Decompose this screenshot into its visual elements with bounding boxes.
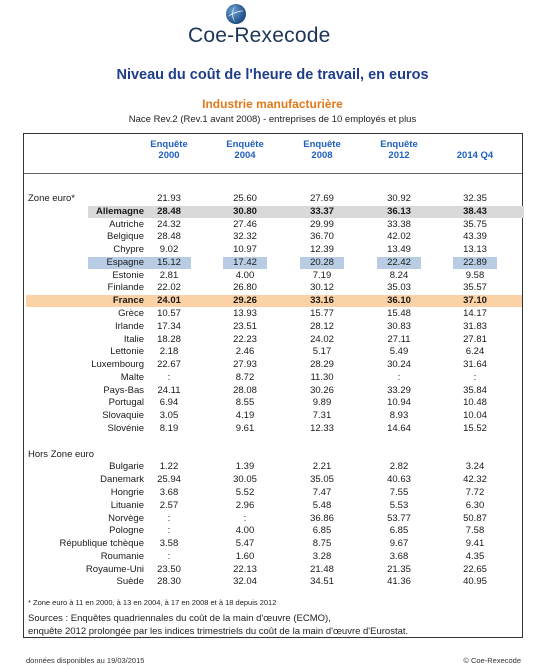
table-cell: 3.68	[389, 550, 409, 562]
table-cell: 8.19	[159, 423, 179, 435]
table-cell: 25.60	[233, 193, 257, 204]
table-cell: 3.28	[312, 550, 332, 562]
table-cell: 22.02	[157, 282, 181, 294]
table-cell: 30.05	[233, 474, 257, 486]
table-cell: 22.13	[233, 563, 257, 575]
table-cell: 5.17	[312, 346, 332, 358]
table-cell: 30.80	[233, 205, 257, 217]
table-cell: 9.41	[465, 538, 485, 550]
column-header-line-2: 2014 Q4	[456, 150, 494, 161]
table-cell: 31.64	[463, 359, 487, 371]
column-header-line-1: Enquête	[303, 139, 341, 150]
table-cell: 10.97	[233, 244, 257, 256]
table-cell: 23.51	[233, 320, 257, 332]
row-label: Allemagne	[95, 205, 144, 217]
table-cell: 7.31	[312, 410, 332, 422]
table-cell: :	[167, 550, 171, 562]
column-header-line-1: Enquête	[380, 139, 418, 150]
row-label: République tchèque	[59, 538, 144, 550]
table-cell: 15.77	[310, 308, 334, 320]
table-cell: 36.70	[310, 231, 334, 243]
table-row	[24, 576, 522, 588]
table-cell: 3.24	[465, 461, 485, 473]
table-cell: 6.30	[465, 499, 485, 511]
table-cell: 10.04	[463, 410, 487, 422]
table-row	[24, 270, 522, 282]
table-row	[24, 385, 522, 397]
table-cell: 13.93	[233, 308, 257, 320]
table-cell: 22.65	[463, 563, 487, 575]
table-cell: 6.85	[312, 525, 332, 537]
table-cell: 37.10	[463, 295, 487, 307]
table-cell: 33.16	[310, 295, 334, 307]
table-cell: 33.38	[387, 218, 411, 230]
table-cell: 1.39	[235, 461, 255, 473]
table-cell: 9.58	[465, 269, 485, 281]
row-label: Zone euro*	[28, 193, 76, 204]
table-cell: 21.93	[157, 193, 181, 204]
table-row	[24, 423, 522, 435]
table-cell: 27.69	[310, 193, 334, 204]
table-cell: 29.99	[310, 218, 334, 230]
footnote: * Zone euro à 11 en 2000, à 13 en 2004, à 17 en 2008 et à 18 depuis 2012	[28, 598, 277, 607]
table-cell: :	[167, 371, 171, 383]
table-cell: 35.05	[310, 474, 334, 486]
table-cell: 2.81	[159, 269, 179, 281]
table-cell: 8.55	[235, 397, 255, 409]
row-label: Pologne	[109, 525, 144, 537]
table-cell: 36.13	[387, 205, 411, 217]
row-label: Grèce	[118, 308, 144, 320]
row-label: Hors Zone euro	[28, 448, 95, 460]
table-cell: 33.37	[310, 205, 334, 217]
table-cell: 15.12	[157, 256, 181, 268]
table-cell: 35.84	[463, 384, 487, 396]
table-cell: 41.36	[387, 576, 411, 588]
table-cell: 50.87	[463, 512, 487, 524]
table-cell: 26.80	[233, 282, 257, 294]
table-cell: 31.83	[463, 320, 487, 332]
table-cell: 27.11	[387, 333, 411, 345]
table-row	[24, 487, 522, 499]
table-row	[24, 231, 522, 243]
table-cell: 6.85	[389, 525, 409, 537]
table-cell: 4.00	[235, 525, 255, 537]
row-label: Belgique	[107, 231, 144, 243]
table-cell: 22.89	[463, 256, 487, 268]
table-cell: 12.39	[310, 244, 334, 256]
row-label: Slovaquie	[102, 410, 144, 422]
table-row	[24, 449, 522, 461]
table-cell: 24.11	[157, 384, 181, 396]
table-cell: 29.26	[233, 295, 257, 307]
header-divider	[24, 173, 522, 174]
table-cell: 5.49	[389, 346, 409, 358]
table-cell: 14.64	[387, 423, 411, 435]
table-cell: 2.18	[159, 346, 179, 358]
table-cell: 9.89	[312, 397, 332, 409]
table-cell: 10.57	[157, 308, 181, 320]
table-cell: 38.43	[463, 205, 487, 217]
table-cell: 2.57	[159, 499, 179, 511]
table-cell	[134, 449, 204, 461]
row-label: Hongrie	[110, 486, 144, 498]
row-label: Danemark	[100, 474, 144, 486]
table-cell: 24.32	[157, 218, 181, 230]
sources-line-2: enquête 2012 prolongée par les indices trimestriels du coût de la main d'œuvre d'Eurostat.	[28, 625, 409, 637]
table-row	[24, 308, 522, 320]
table-cell: 7.19	[312, 269, 332, 281]
globe-icon	[226, 4, 246, 24]
row-label: Lettonie	[110, 346, 144, 358]
table-cell: 53.77	[387, 512, 411, 524]
column-header-line-2: 2012	[388, 150, 410, 161]
table-cell: :	[167, 525, 171, 537]
table-cell: 25.94	[157, 474, 181, 486]
row-label: Royaume-Uni	[85, 563, 144, 575]
table-cell: 8.75	[312, 538, 332, 550]
table-cell: 2.82	[389, 461, 409, 473]
data-availability-date: données disponibles au 19/03/2015	[26, 656, 145, 665]
table-row	[24, 257, 522, 269]
table-cell: 33.29	[387, 384, 411, 396]
table-row	[24, 295, 522, 307]
table-cell: 36.86	[310, 512, 334, 524]
table-cell: 32.04	[233, 576, 257, 588]
column-header-line-1: Enquête	[226, 139, 264, 150]
table-cell: 27.46	[233, 218, 257, 230]
table-cell: 34.51	[310, 576, 334, 588]
row-label: Portugal	[108, 397, 144, 409]
coe-rexecode-logo	[188, 4, 388, 52]
table-cell: 7.58	[465, 525, 485, 537]
table-cell: 27.81	[463, 333, 487, 345]
table-cell: 3.05	[159, 410, 179, 422]
table-cell: 35.75	[463, 218, 487, 230]
table-cell: 3.58	[159, 538, 179, 550]
table-row	[24, 513, 522, 525]
table-cell: 18.28	[157, 333, 181, 345]
table-cell: 6.24	[465, 346, 485, 358]
table-cell: 43.39	[463, 231, 487, 243]
table-row	[24, 282, 522, 294]
table-cell: 5.53	[389, 499, 409, 511]
table-cell: 17.34	[157, 320, 181, 332]
table-cell: 4.00	[235, 269, 255, 281]
table-cell: 5.48	[312, 499, 332, 511]
row-label: Pays-Bas	[103, 384, 144, 396]
table-cell: 30.26	[310, 384, 334, 396]
table-cell: 24.01	[157, 295, 181, 307]
table-row	[24, 244, 522, 256]
row-label: Roumanie	[100, 550, 144, 562]
table-cell: 30.24	[387, 359, 411, 371]
table-cell: 20.28	[310, 256, 334, 268]
table-row	[24, 500, 522, 512]
table-row	[24, 219, 522, 231]
row-label: Bulgarie	[109, 461, 144, 473]
row-label: Autriche	[109, 218, 144, 230]
table-row	[24, 193, 522, 205]
column-header-line-2: 2008	[311, 150, 333, 161]
row-label: Chypre	[113, 244, 144, 256]
table-cell: 17.42	[233, 256, 257, 268]
row-label: Suède	[116, 576, 144, 588]
table-cell: 6.94	[159, 397, 179, 409]
table-cell: 5.47	[235, 538, 255, 550]
table-cell: 14.17	[463, 308, 487, 320]
table-cell: 35.03	[387, 282, 411, 294]
table-cell: 30.92	[387, 193, 411, 204]
table-cell: 42.02	[387, 231, 411, 243]
table-cell: 21.35	[387, 563, 411, 575]
copyright: © Coe-Rexecode	[463, 656, 521, 665]
table-cell	[287, 449, 357, 461]
table-cell: 2.21	[312, 461, 332, 473]
table-row	[24, 474, 522, 486]
table-row	[24, 321, 522, 333]
table-cell: 8.72	[235, 371, 255, 383]
table-cell: 1.22	[159, 461, 179, 473]
row-label: Estonie	[112, 269, 144, 281]
table-cell: 22.42	[387, 256, 411, 268]
table-cell: 15.52	[463, 423, 487, 435]
table-cell: :	[167, 512, 171, 524]
column-header-line-2: 2000	[158, 150, 180, 161]
table-cell: 2.96	[235, 499, 255, 511]
table-cell: 27.93	[233, 359, 257, 371]
sources-line-1: Sources : Enquêtes quadriennales du coût de la main d'œuvre (ECMO),	[28, 613, 331, 624]
table-cell: 9.02	[159, 244, 179, 256]
table-cell: 12.33	[310, 423, 334, 435]
table-cell: 40.95	[463, 576, 487, 588]
row-label: France	[112, 295, 144, 307]
table-cell: 8.93	[389, 410, 409, 422]
row-label: Irlande	[114, 320, 144, 332]
table-cell: 10.94	[387, 397, 411, 409]
table-row	[24, 461, 522, 473]
table-cell: 23.50	[157, 563, 181, 575]
table-cell: 11.30	[310, 371, 334, 383]
table-cell: 9.61	[235, 423, 255, 435]
page-title: Niveau du coût de l'heure de travail, en euros	[116, 67, 429, 83]
table-row	[24, 564, 522, 576]
column-header	[134, 139, 204, 161]
table-cell: 13.49	[387, 244, 411, 256]
table-row	[24, 206, 522, 218]
table-cell	[440, 449, 510, 461]
table-cell: 40.63	[387, 474, 411, 486]
table-row	[24, 334, 522, 346]
table-cell: 4.35	[465, 550, 485, 562]
table-cell: 7.72	[465, 486, 485, 498]
table-row	[24, 346, 522, 358]
row-label: Malte	[120, 371, 144, 383]
column-header	[440, 150, 510, 161]
table-row	[24, 551, 522, 563]
table-row	[24, 397, 522, 409]
sources-note	[28, 613, 408, 638]
table-cell	[364, 449, 434, 461]
column-header-line-1: Enquête	[150, 139, 188, 150]
row-label: Slovénie	[107, 423, 144, 435]
table-cell: 28.48	[157, 231, 181, 243]
table-cell	[210, 449, 280, 461]
table-cell: 24.02	[310, 333, 334, 345]
table-cell: 28.29	[310, 359, 334, 371]
table-cell: 21.48	[310, 563, 334, 575]
table-cell: 13.13	[463, 244, 487, 256]
page-subtitle: Industrie manufacturière	[202, 97, 343, 111]
table-cell: 32.32	[233, 231, 257, 243]
table-row	[24, 538, 522, 550]
table-cell: 32.35	[463, 193, 487, 204]
table-cell: 10.48	[463, 397, 487, 409]
table-cell: 35.57	[463, 282, 487, 294]
table-cell: 3.68	[159, 486, 179, 498]
column-header	[364, 139, 434, 161]
table-cell: 22.67	[157, 359, 181, 371]
row-label: Norvège	[108, 512, 144, 524]
logo-text: Coe-Rexecode	[188, 24, 331, 47]
table-row	[24, 410, 522, 422]
table-row	[24, 359, 522, 371]
table-cell: :	[243, 512, 247, 524]
row-label: Luxembourg	[91, 359, 144, 371]
table-cell: 8.24	[389, 269, 409, 281]
table-cell: 36.10	[387, 295, 411, 307]
table-row	[24, 525, 522, 537]
table-cell: 5.52	[235, 486, 255, 498]
table-cell: 30.12	[310, 282, 334, 294]
table-row	[24, 372, 522, 384]
table-cell: 42.32	[463, 474, 487, 486]
column-header-line-2: 2004	[234, 150, 256, 161]
table-cell: 4.19	[235, 410, 255, 422]
row-label: Espagne	[106, 256, 144, 268]
table-cell: 28.12	[310, 320, 334, 332]
table-cell: 22.23	[233, 333, 257, 345]
table-cell: 28.30	[157, 576, 181, 588]
column-header	[210, 139, 280, 161]
table-cell: 9.67	[389, 538, 409, 550]
row-label: Finlande	[107, 282, 144, 294]
page-subtitle-detail: Nace Rev.2 (Rev.1 avant 2008) - entreprises de 10 employés et plus	[128, 114, 417, 125]
table-cell: 28.08	[233, 384, 257, 396]
table-cell: :	[473, 371, 477, 383]
table-cell: 15.48	[387, 308, 411, 320]
table-cell: 7.55	[389, 486, 409, 498]
column-header	[287, 139, 357, 161]
table-cell: :	[397, 371, 401, 383]
table-cell: 30.83	[387, 320, 411, 332]
table-cell: 7.47	[312, 486, 332, 498]
table-cell: 1.60	[235, 550, 255, 562]
row-label: Italie	[123, 333, 144, 345]
table-cell: 2.46	[235, 346, 255, 358]
table-cell: 28.48	[157, 205, 181, 217]
row-label: Lituanie	[110, 499, 144, 511]
data-table	[23, 133, 523, 638]
